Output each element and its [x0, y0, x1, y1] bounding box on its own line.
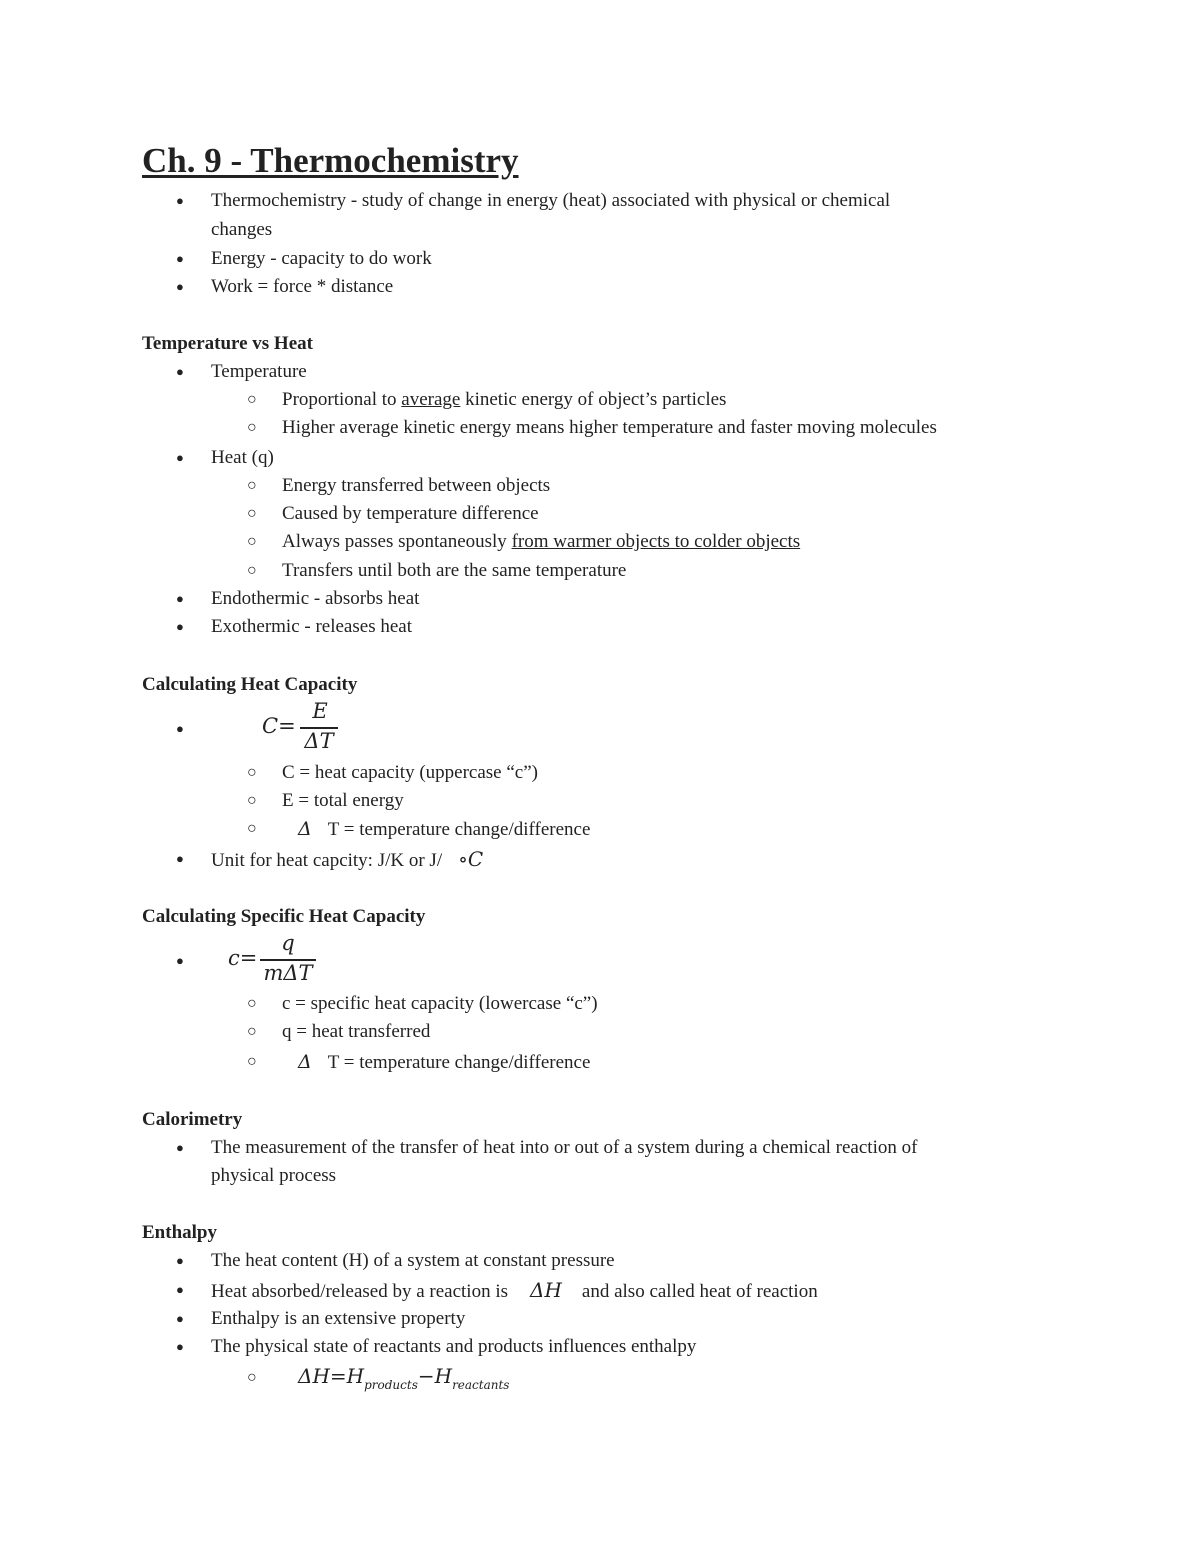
bullet-icon: ●	[176, 1282, 184, 1297]
item-heat-energy: Energy transferred between objects	[282, 475, 551, 496]
intro-line-3: Work = force * distance	[211, 276, 394, 297]
item-delta-t: Δ T = temperature change/difference	[298, 1051, 591, 1073]
page-title: Ch. 9 - Thermochemistry	[142, 141, 519, 180]
sub-bullet-icon: ○	[247, 820, 257, 837]
delta-symbol: Δ	[298, 1051, 312, 1073]
item-unit-heat-capacity: Unit for heat capcity: J/K or J/ ∘C	[211, 847, 484, 871]
bullet-icon: ●	[176, 1253, 184, 1268]
bullet-icon: ●	[176, 279, 184, 294]
item-exothermic: Exothermic - releases heat	[211, 616, 412, 637]
sub-bullet-icon: ○	[247, 995, 257, 1012]
intro-line-1-cont: changes	[211, 219, 273, 240]
bullet-icon: ●	[176, 953, 184, 968]
item-heat-passes: Always passes spontaneously from warmer objects to colder objects	[282, 531, 801, 552]
item-heat: Heat (q)	[211, 447, 274, 468]
formula-denominator: mΔT	[263, 961, 313, 985]
heading-enthalpy: Enthalpy	[142, 1222, 217, 1243]
item-q-heat-transferred: q = heat transferred	[282, 1021, 431, 1042]
item-e-total-energy: E = total energy	[282, 790, 404, 811]
item-calorimetry-def-cont: physical process	[211, 1165, 337, 1186]
bullet-icon: ●	[176, 1339, 184, 1354]
intro-line-2: Energy - capacity to do work	[211, 248, 432, 269]
sub-bullet-icon: ○	[247, 1053, 257, 1070]
heading-calorimetry: Calorimetry	[142, 1109, 243, 1130]
enthalpy-equation: $\Delta H=H_{products}-H_{reactants}$	[298, 1364, 510, 1392]
item-temperature-higher: Higher average kinetic energy means higher temperature and faster moving molecules	[282, 417, 937, 438]
item-c-specific-heat: c = specific heat capacity (lowercase “c”)	[282, 993, 598, 1014]
item-enthalpy-heat-reaction: Heat absorbed/released by a reaction is ΔH and also called heat of reaction	[211, 1278, 818, 1302]
item-temperature: Temperature	[211, 361, 307, 382]
formula-numerator: q	[281, 931, 295, 955]
degree-celsius: ∘C	[458, 847, 484, 871]
bullet-icon: ●	[176, 251, 184, 266]
sub-bullet-icon: ○	[247, 477, 257, 494]
sub-bullet-icon: ○	[247, 505, 257, 522]
formula-lhs: c=	[228, 946, 258, 970]
item-heat-transfers: Transfers until both are the same temperature	[282, 560, 627, 581]
item-c-heat-capacity: C = heat capacity (uppercase “c”)	[282, 762, 538, 783]
delta-symbol: Δ	[298, 818, 312, 840]
heading-specific-heat-capacity: Calculating Specific Heat Capacity	[142, 906, 426, 927]
bullet-icon: ●	[176, 450, 184, 465]
sub-bullet-icon: ○	[247, 562, 257, 579]
bullet-icon: ●	[176, 1311, 184, 1326]
bullet-icon: ●	[176, 619, 184, 634]
item-temperature-proportional: Proportional to average kinetic energy of object’s particles	[282, 389, 727, 410]
heading-temperature-vs-heat: Temperature vs Heat	[142, 333, 313, 354]
item-enthalpy-extensive: Enthalpy is an extensive property	[211, 1308, 466, 1329]
bullet-icon: ●	[176, 1140, 184, 1155]
item-endothermic: Endothermic - absorbs heat	[211, 588, 420, 609]
item-heat-caused: Caused by temperature difference	[282, 503, 539, 524]
sub-bullet-icon: ○	[247, 764, 257, 781]
formula-numerator: E	[312, 699, 328, 723]
bullet-icon: ●	[176, 364, 184, 379]
underlined-warmer-colder: from warmer objects to colder objects	[511, 531, 801, 552]
item-enthalpy-physical-state: The physical state of reactants and products influences enthalpy	[211, 1336, 697, 1357]
sub-bullet-icon: ○	[247, 1023, 257, 1040]
underlined-average: average	[401, 389, 461, 410]
bullet-icon: ●	[176, 851, 184, 866]
formula-denominator: ΔT	[304, 729, 334, 753]
sub-bullet-icon: ○	[247, 1369, 257, 1386]
item-calorimetry-def: The measurement of the transfer of heat into or out of a system during a chemical reaction of	[211, 1137, 918, 1158]
item-delta-t: Δ T = temperature change/difference	[298, 818, 591, 840]
delta-h-symbol: ΔH	[530, 1278, 562, 1302]
heat-capacity-formula	[262, 701, 352, 753]
sub-bullet-icon: ○	[247, 419, 257, 436]
intro-line-1: Thermochemistry - study of change in energy (heat) associated with physical or chemical	[211, 190, 891, 211]
sub-bullet-icon: ○	[247, 533, 257, 550]
sub-bullet-icon: ○	[247, 391, 257, 408]
specific-heat-formula	[228, 933, 328, 985]
bullet-icon: ●	[176, 193, 184, 208]
bullet-icon: ●	[176, 591, 184, 606]
item-enthalpy-heat-content: The heat content (H) of a system at constant pressure	[211, 1250, 615, 1271]
bullet-icon: ●	[176, 721, 184, 736]
heading-heat-capacity: Calculating Heat Capacity	[142, 674, 358, 695]
sub-bullet-icon: ○	[247, 792, 257, 809]
formula-lhs: C=	[262, 714, 296, 738]
